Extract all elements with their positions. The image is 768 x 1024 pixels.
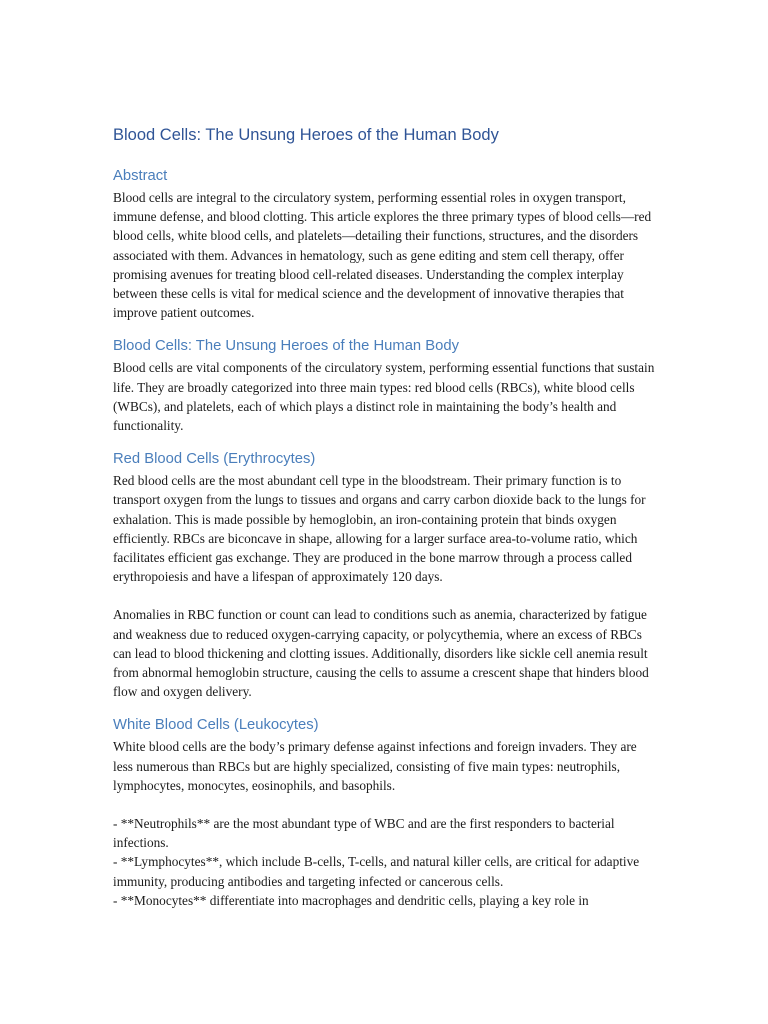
paragraph: Red blood cells are the most abundant cell type in the bloodstream. Their primary function is to transport oxygen from the lungs to tissues and organs and carry carbon dioxide back to the lungs for exhalation. This is made possible by hemoglobin, an iron-containing protein that binds oxygen efficiently. RBCs are biconcave in shape, allowing for a larger surface area-to-volume ratio, which facilitates efficient gas exchange. They are produced in the bone marrow through a process called erythropoiesis and have a lifespan of approximately 120 days. [113,473,646,585]
paragraph: Anomalies in RBC function or count can lead to conditions such as anemia, characterized by fatigue and weakness due to reduced oxygen-carrying capacity, or polycythemia, where an excess of RBCs can lead to blood thickening and clotting issues. Additionally, disorders like sickle cell anemia result from abnormal hemoglobin structure, causing the cells to assume a crescent shape that hinders blood flow and oxygen delivery. [113,607,649,700]
list-item: - **Lymphocytes**, which include B-cells, T-cells, and natural killer cells, are critical for adaptive immunity, producing antibodies and targeting infected or cancerous cells. [113,854,640,889]
section-abstract [113,166,658,322]
section-heading: Red Blood Cells (Erythrocytes) [113,451,316,468]
section-heading: Blood Cells: The Unsung Heroes of the Human Body [113,338,460,355]
document-page [113,124,658,910]
list-item: - **Neutrophils** are the most abundant type of WBC and are the first responders to bacterial infections. [113,816,615,851]
paragraph: Blood cells are integral to the circulatory system, performing essential roles in oxygen transport, immune defense, and blood clotting. This article explores the three primary types of blood cells—red blood cells, white blood cells, and platelets—detailing their functions, structures, and the disorders associated with them. Advances in hematology, such as gene editing and stem cell therapy, offer promising avenues for treating blood cell-related diseases. Understanding the complex interplay between these cells is vital for medical science and the development of innovative therapies that improve patient outcomes. [113,190,652,321]
section-introduction [113,336,658,435]
section-heading: White Blood Cells (Leukocytes) [113,717,319,734]
list-item: - **Monocytes** differentiate into macrophages and dendritic cells, playing a key role in [113,892,589,908]
section-red-blood-cells [113,449,658,701]
section-heading: Abstract [113,168,168,184]
document-title: Blood Cells: The Unsung Heroes of the Human Body [113,126,499,144]
paragraph: Blood cells are vital components of the circulatory system, performing essential functions that sustain life. They are broadly categorized into three main types: red blood cells (RBCs), white blood cells (WBCs), and platelets, each of which plays a distinct role in maintaining the body’s health and functionality. [113,360,655,434]
section-white-blood-cells [113,715,658,910]
paragraph: White blood cells are the body’s primary defense against infections and foreign invaders. They are less numerous than RBCs but are highly specialized, consisting of five main types: neutrophils, lymphocytes, monocytes, eosinophils, and basophils. [113,739,637,793]
